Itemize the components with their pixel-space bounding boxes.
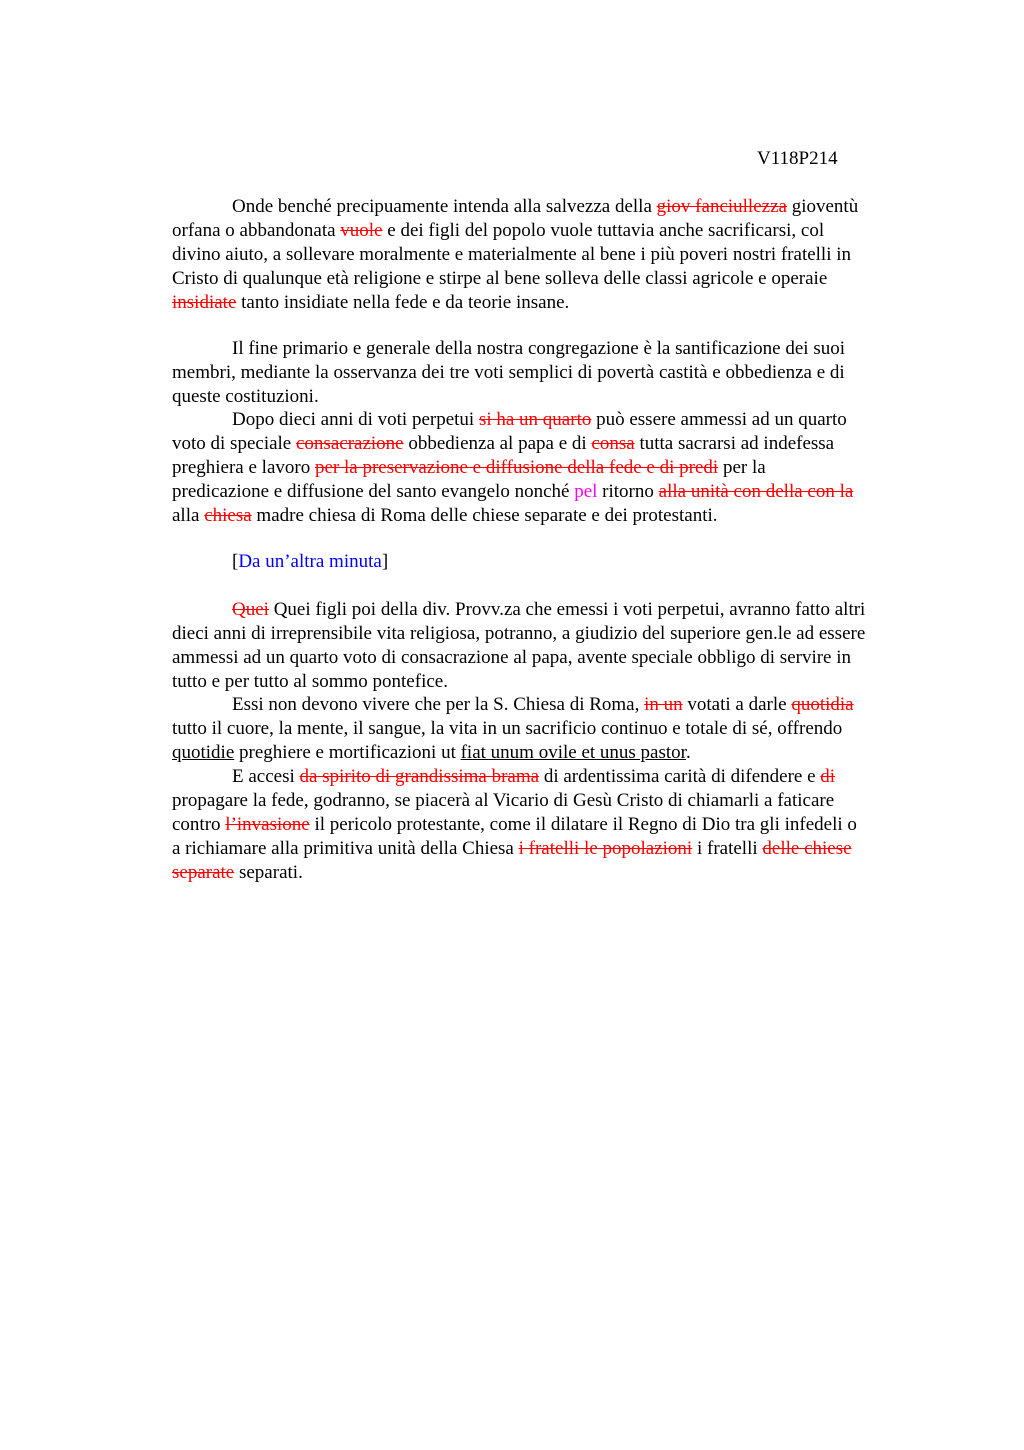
deleted-text: quotidia — [791, 694, 854, 715]
bracket-close: ] — [381, 551, 389, 572]
text-run: Essi non devono vivere che per la S. Chiesa di Roma, — [232, 694, 645, 715]
paragraph-5 — [172, 693, 932, 765]
text-run: tanto insidiate nella fede e da teorie insane. — [236, 292, 570, 313]
deleted-text: in un — [644, 694, 683, 715]
text-line: membri, mediante la osservanza dei tre voti semplici di povertà castità e obbedienza e di — [172, 362, 845, 383]
text-run: ritorno — [597, 481, 659, 502]
deleted-text: per la preservazione e diffusione della fede e di predi — [314, 457, 719, 478]
text-line — [172, 408, 932, 432]
text-line — [172, 219, 932, 243]
text-run: obbedienza al papa e di — [403, 433, 592, 454]
text-line: Il fine primario e generale della nostra congregazione è la santificazione dei suoi — [232, 338, 846, 359]
text-line: dieci anni di irreprensibile vita religiosa, potranno, a giudizio del superiore gen.le ad essere — [172, 623, 866, 644]
text-run: preghiera e lavoro — [172, 457, 315, 478]
text-run: il pericolo protestante, come il dilatare il Regno di Dio tra gli infedeli o — [309, 814, 857, 835]
deleted-text: chiesa — [204, 505, 252, 526]
text-run: separati. — [234, 862, 303, 883]
inserted-text: pel — [574, 481, 598, 502]
deleted-text: delle chiese — [762, 838, 852, 859]
text-run: orfana o abbandonata — [172, 220, 341, 241]
deleted-text: vuole — [340, 220, 383, 241]
text-run: e dei figli del popolo vuole tuttavia anche sacrificarsi, col — [382, 220, 825, 241]
paragraph-1 — [172, 195, 932, 315]
text-line: queste costituzioni. — [172, 386, 319, 407]
deleted-text: giov fanciullezza — [656, 196, 787, 217]
text-run: voto di speciale — [172, 433, 296, 454]
page-identifier: V118P214 — [757, 148, 838, 169]
text-line — [172, 813, 932, 837]
deleted-text: Quei — [232, 599, 269, 620]
text-line — [172, 765, 932, 789]
editor-note — [172, 550, 932, 574]
text-line: ammessi ad un quarto voto di consacrazione al papa, avente speciale obbligo di servire in — [172, 647, 852, 668]
text-line: Cristo di qualunque età religione e stirpe al bene solleva delle classi agricole e operaie — [172, 268, 828, 289]
deleted-text: consacrazione — [296, 433, 404, 454]
text-line — [172, 504, 932, 528]
underlined-text: quotidie — [172, 742, 235, 763]
deleted-text: insidiate — [172, 292, 237, 313]
text-run: Quei figli poi della div. Provv.za che emessi i voti perpetui, avranno fatto altri — [268, 599, 866, 620]
bracket-open: [ — [232, 551, 239, 572]
text-run: Onde benché precipuamente intenda alla salvezza della — [232, 196, 657, 217]
text-line — [172, 550, 932, 574]
text-line: divino aiuto, a sollevare moralmente e materialmente al bene i più poveri nostri fratelli in — [172, 244, 852, 265]
paragraph-3 — [172, 408, 932, 528]
text-run: madre chiesa di Roma delle chiese separate e dei protestanti. — [251, 505, 718, 526]
text-run: preghiere e mortificazioni ut — [234, 742, 461, 763]
text-line — [172, 195, 932, 219]
deleted-text: da spirito di grandissima brama — [299, 766, 540, 787]
text-run: votati a darle — [682, 694, 792, 715]
text-line — [172, 598, 932, 622]
text-run: di ardentissima carità di difendere e — [539, 766, 821, 787]
text-line: tutto e per tutto al sommo pontefice. — [172, 671, 448, 692]
text-run: può essere ammessi ad un quarto — [591, 409, 847, 430]
text-line — [172, 861, 932, 885]
text-run: contro — [172, 814, 226, 835]
text-line — [172, 693, 932, 717]
text-line — [172, 432, 932, 456]
deleted-text: di — [820, 766, 836, 787]
deleted-text: alla unità con della con la — [658, 481, 854, 502]
text-run: a richiamare alla primitiva unità della Chiesa — [172, 838, 519, 859]
editor-note-text: Da un’altra minuta — [238, 551, 382, 572]
text-line — [172, 837, 932, 861]
text-run: per la — [718, 457, 766, 478]
text-run: E accesi — [232, 766, 300, 787]
deleted-text: si ha un quarto — [478, 409, 592, 430]
text-run: . — [685, 742, 691, 763]
deleted-text: l’invasione — [225, 814, 310, 835]
deleted-text: i fratelli le popolazioni — [518, 838, 693, 859]
paragraph-4 — [172, 598, 932, 694]
paragraph-2 — [172, 337, 932, 409]
underlined-text: fiat unum ovile et unus pastor — [460, 742, 686, 763]
paragraph-6 — [172, 765, 932, 885]
text-run: Dopo dieci anni di voti perpetui — [232, 409, 479, 430]
text-line — [172, 291, 932, 315]
text-run: tutta sacrarsi ad indefessa — [634, 433, 835, 454]
deleted-text: separate — [172, 862, 235, 883]
text-run: alla — [172, 505, 205, 526]
text-run: i fratelli — [692, 838, 763, 859]
deleted-text: consa — [591, 433, 635, 454]
text-run: gioventù — [786, 196, 859, 217]
text-run: predicazione e diffusione del santo evangelo nonché — [172, 481, 575, 502]
text-line: tutto il cuore, la mente, il sangue, la vita in un sacrificio continuo e totale di sé, offrendo — [172, 718, 843, 739]
text-line — [172, 741, 932, 765]
text-line — [172, 456, 932, 480]
text-line: propagare la fede, godranno, se piacerà al Vicario di Gesù Cristo di chiamarli a faticare — [172, 790, 835, 811]
text-line — [172, 480, 932, 504]
